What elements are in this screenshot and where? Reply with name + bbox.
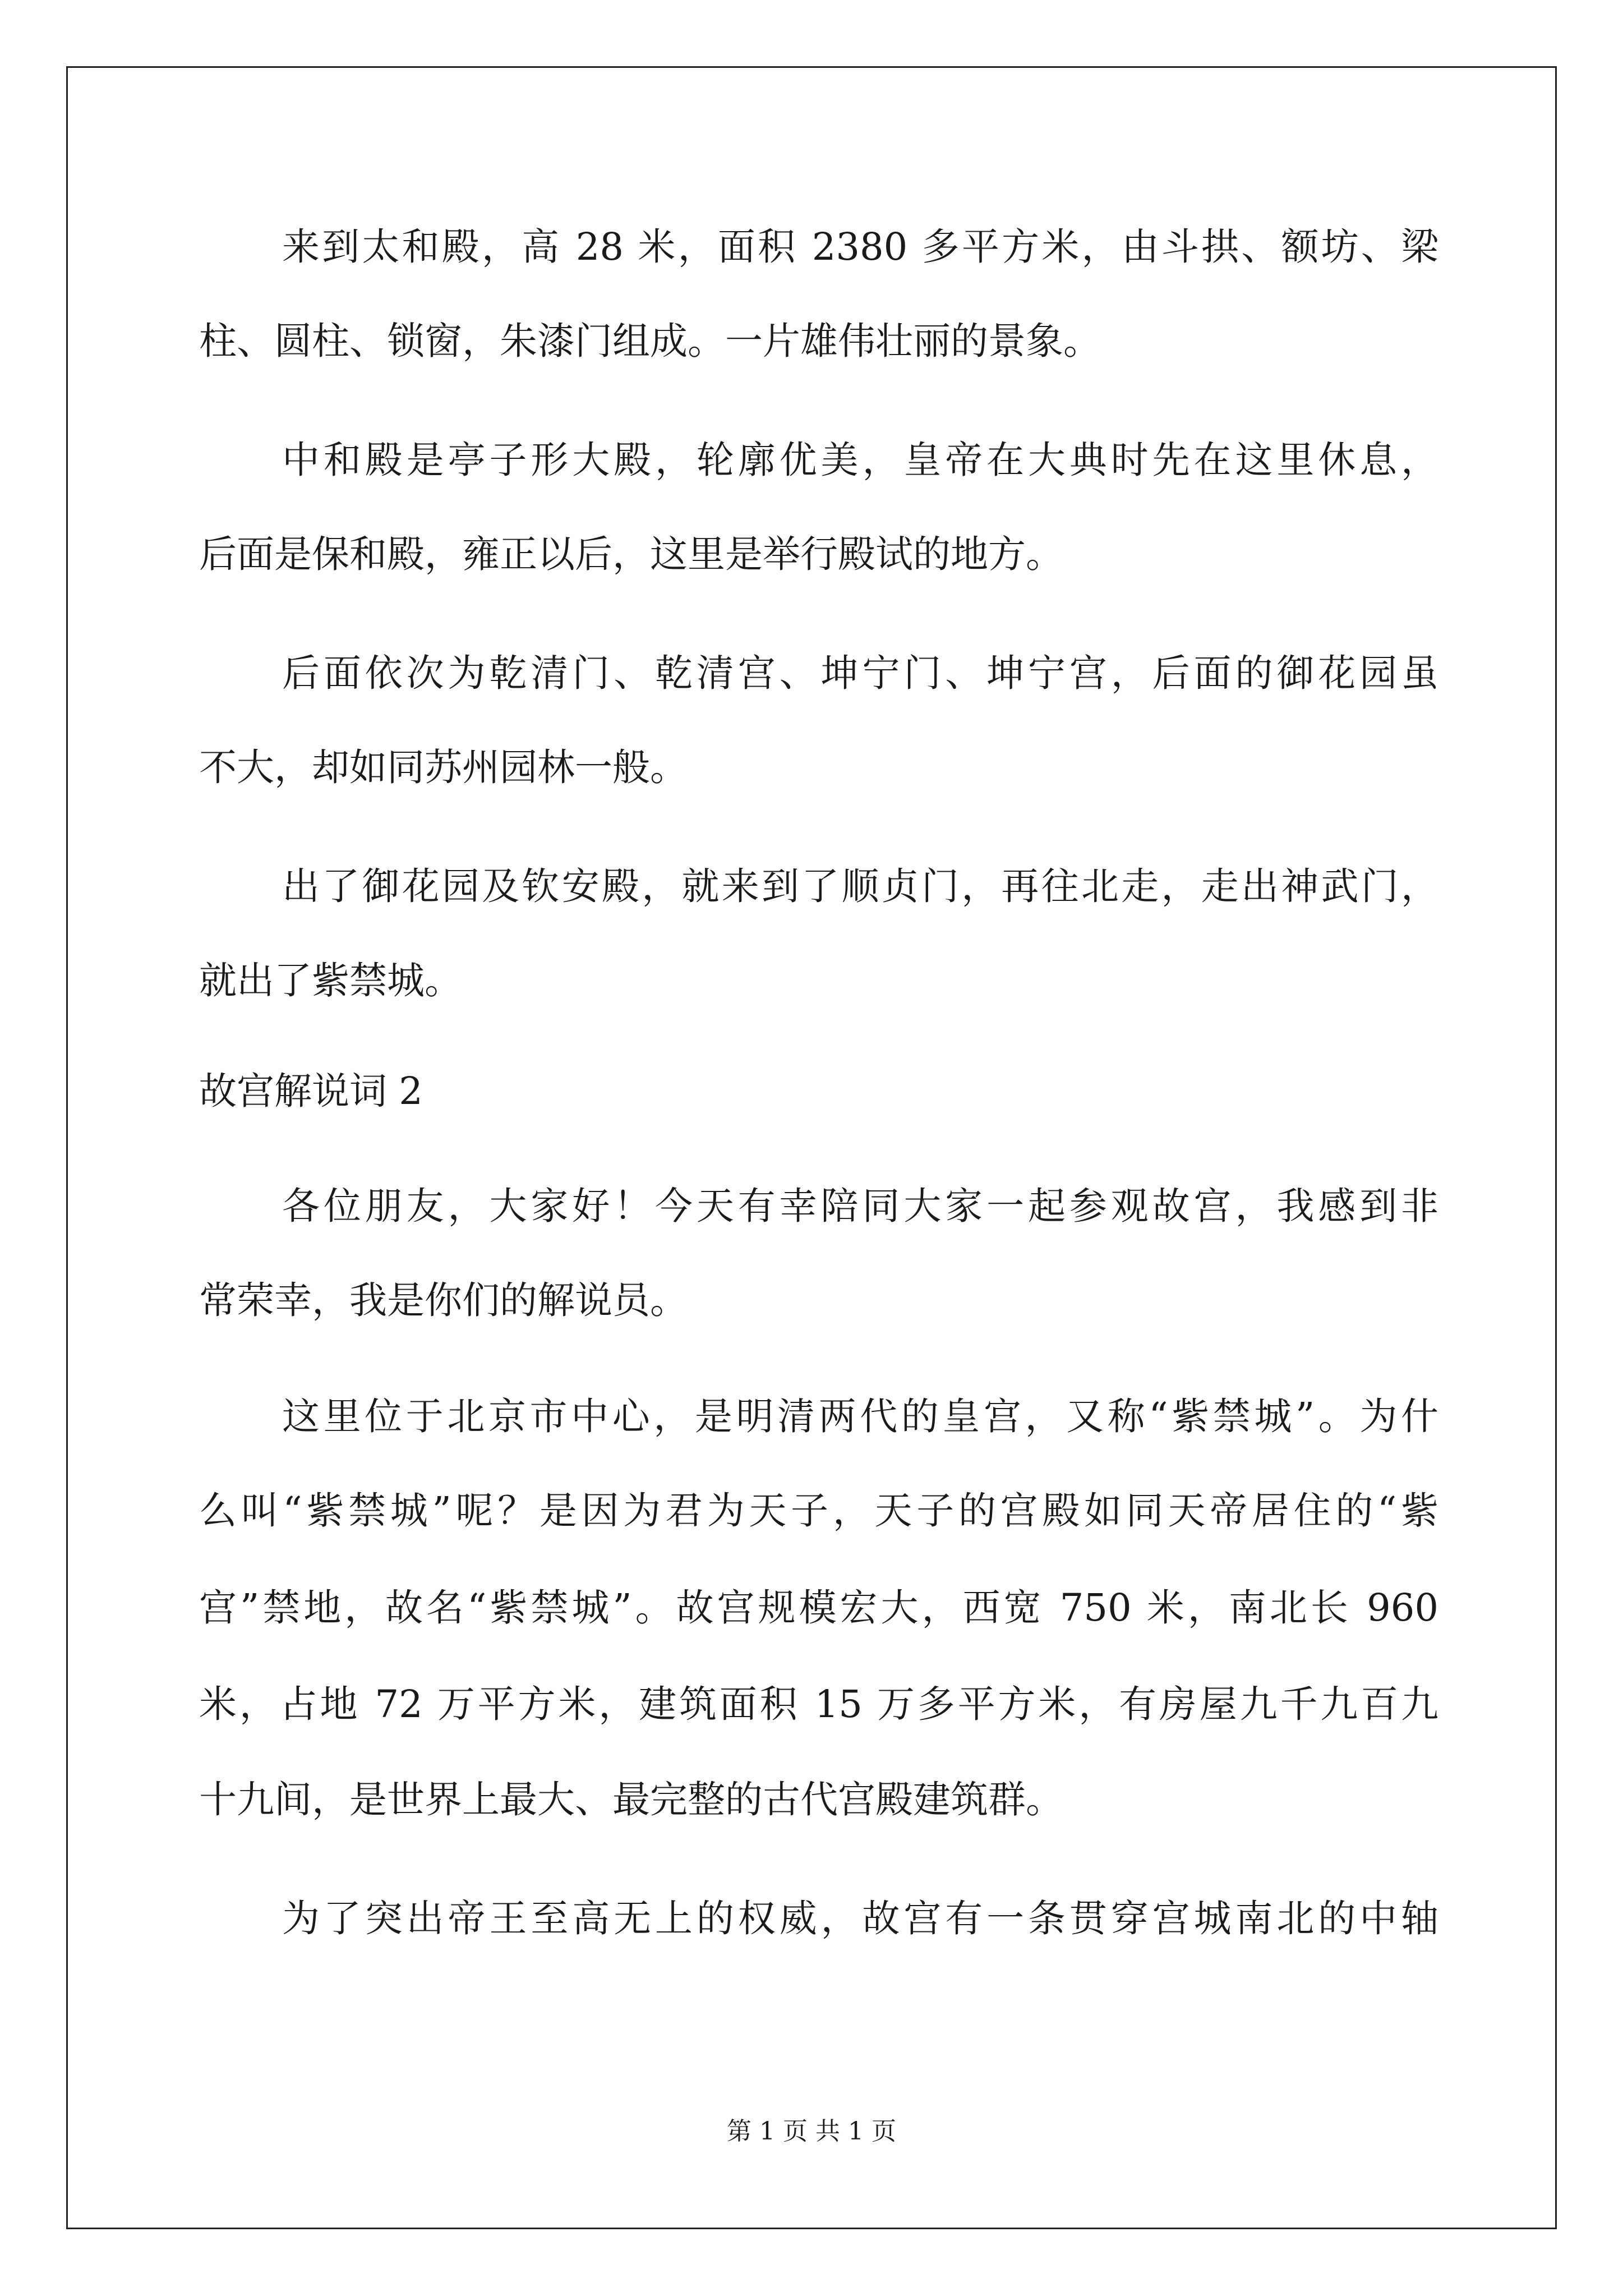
paragraph-line: 来到太和殿，高 28 米，面积 2380 多平方米，由斗拱、额坊、梁 — [282, 225, 1438, 269]
paragraph-line: 后面依次为乾清门、乾清宫、坤宁门、坤宁宫，后面的御花园虽 — [282, 651, 1438, 695]
paragraph-line: 为了突出帝王至高无上的权威，故宫有一条贯穿宫城南北的中轴 — [282, 1897, 1438, 1940]
paragraph-line: 常荣幸，我是你们的解说员。 — [199, 1278, 688, 1322]
paragraph-line: 么叫“紫禁城”呢？是因为君为天子，天子的宫殿如同天帝居住的“紫 — [199, 1489, 1438, 1533]
paragraph-line: 中和殿是亭子形大殿，轮廓优美，皇帝在大典时先在这里休息， — [282, 438, 1438, 482]
paragraph-line: 柱、圆柱、锁窗，朱漆门组成。一片雄伟壮丽的景象。 — [199, 319, 1101, 363]
paragraph-line: 这里位于北京市中心，是明清两代的皇宫，又称“紫禁城”。为什 — [282, 1395, 1438, 1438]
paragraph-line: 米，占地 72 万平方米，建筑面积 15 万多平方米，有房屋九千九百九 — [199, 1682, 1438, 1726]
paragraph-line: 就出了紫禁城。 — [199, 959, 462, 1002]
page-footer: 第 1 页 共 1 页 — [727, 2117, 896, 2146]
paragraph-line: 出了御花园及钦安殿，就来到了顺贞门，再往北走，走出神武门， — [282, 864, 1438, 908]
paragraph-line: 各位朋友，大家好！今天有幸陪同大家一起参观故宫，我感到非 — [282, 1184, 1438, 1228]
paragraph-line: 后面是保和殿，雍正以后，这里是举行殿试的地方。 — [199, 532, 1063, 576]
paragraph-line: 不大，却如同苏州园林一般。 — [199, 746, 688, 789]
paragraph-line: 宫”禁地，故名“紫禁城”。故宫规模宏大，西宽 750 米，南北长 960 — [199, 1586, 1438, 1630]
section-heading: 故宫解说词 2 — [199, 1069, 423, 1113]
paragraph-line: 十九间，是世界上最大、最完整的古代宫殿建筑群。 — [199, 1778, 1063, 1821]
